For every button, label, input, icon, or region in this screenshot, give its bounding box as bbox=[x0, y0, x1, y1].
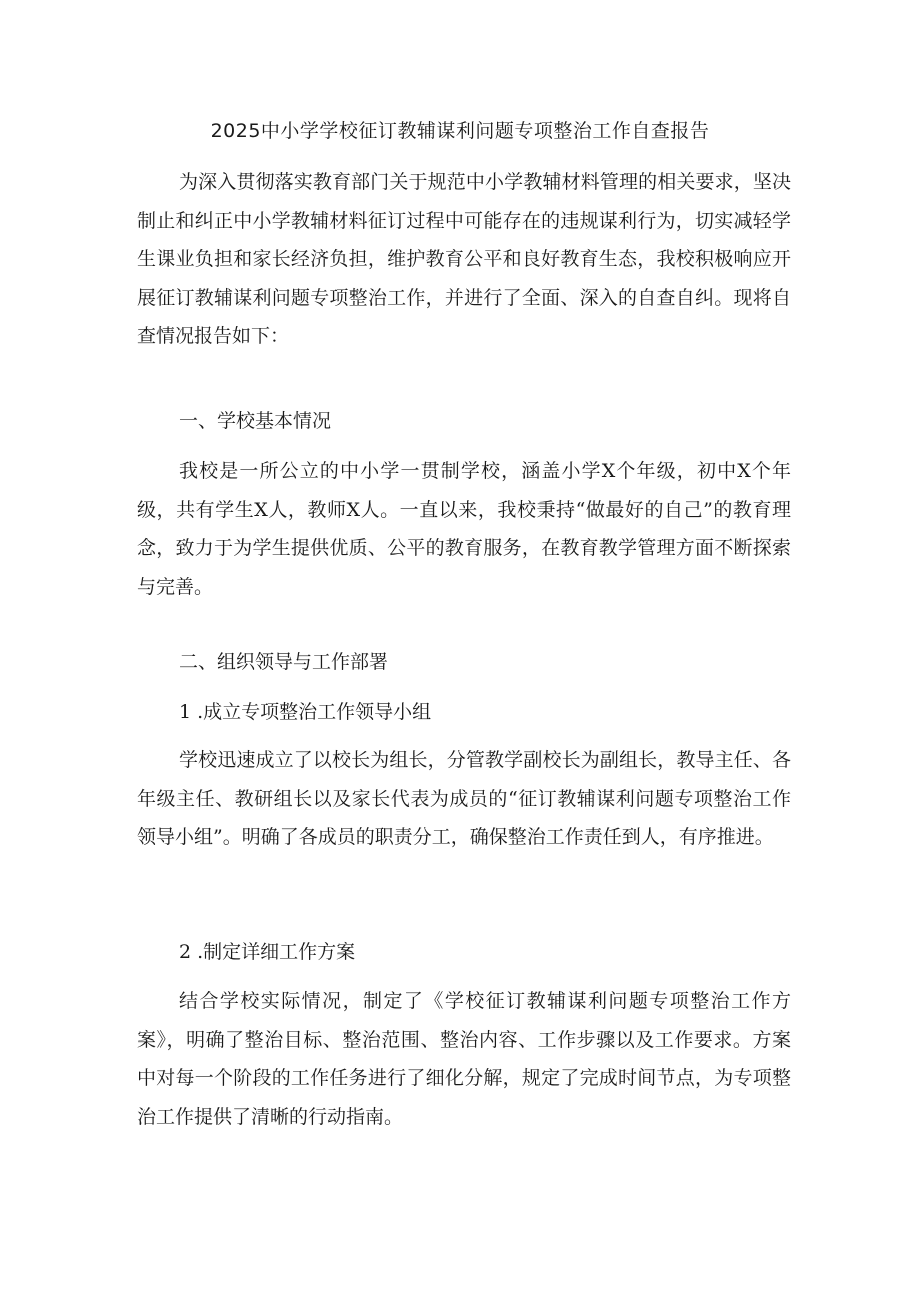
item1-heading: 1 .成立专项整治工作领导小组 bbox=[179, 701, 432, 723]
document-title: 2025中小学学校征订教辅谋利问题专项整治工作自查报告 bbox=[210, 120, 710, 142]
item2-heading: 2 .制定详细工作方案 bbox=[179, 941, 356, 963]
section2-heading: 二、组织领导与工作部署 bbox=[179, 651, 389, 673]
section1-heading: 一、学校基本情况 bbox=[179, 410, 332, 432]
item2-paragraph: 结合学校实际情况，制定了《学校征订教辅谋利问题专项整治工作方案》，明确了整治目标、整治范围、整治内容、工作步骤以及工作要求。方案中对每一个阶段的工作任务进行了细化分解，规定了完成时间节点，为专项整治工作提供了清晰的行动指南。 bbox=[137, 990, 791, 1128]
item1-paragraph: 学校迅速成立了以校长为组长，分管教学副校长为副组长，教导主任、各年级主任、教研组长以及家长代表为成员的“征订教辅谋利问题专项整治工作领导小组”。明确了各成员的职责分工，确保整治工作责任到人，有序推进。 bbox=[137, 749, 791, 848]
intro-paragraph: 为深入贯彻落实教育部门关于规范中小学教辅材料管理的相关要求，坚决制止和纠正中小学教辅材料征订过程中可能存在的违规谋利行为，切实减轻学生课业负担和家长经济负担，维护教育公平和良好教育生态，我校积极响应开展征订教辅谋利问题专项整治工作，并进行了全面、深入的自查自纠。现将自查情况报告如下： bbox=[137, 171, 791, 347]
section1-paragraph: 我校是一所公立的中小学一贯制学校，涵盖小学X个年级，初中X个年级，共有学生X人，教师X人。一直以来，我校秉持“做最好的自己”的教育理念，致力于为学生提供优质、公平的教育服务，在教育教学管理方面不断探索与完善。 bbox=[137, 460, 791, 598]
